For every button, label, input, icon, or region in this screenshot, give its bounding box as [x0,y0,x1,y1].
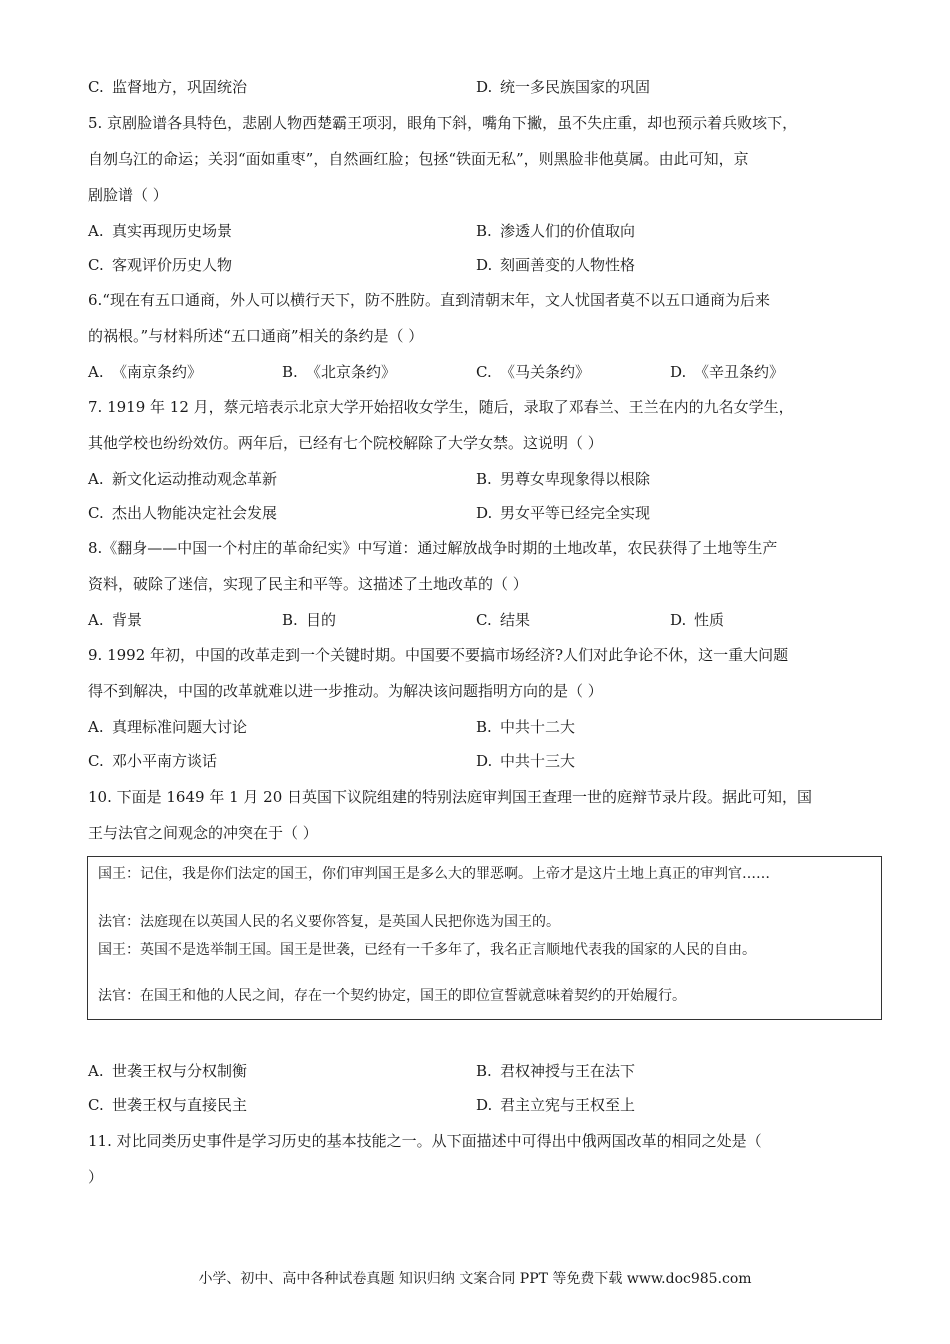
q5-option-a: A. 真实再现历史场景 [88,222,233,240]
q5-option-d: D. 刻画善变的人物性格 [476,256,636,274]
q8-option-b: B. 目的 [282,611,337,629]
q6-stem-line: 6.“现在有五口通商，外人可以横行天下，防不胜防。直到清朝末年，文人忧国者莫不以五口通商为后来 [88,291,770,309]
page-footer: 小学、初中、高中各种试卷真题 知识归纳 文案合同 PPT 等免费下载 www.doc985.com [198,1271,752,1287]
q9-stem-line: 得不到解决，中国的改革就难以进一步推动。为解决该问题指明方向的是（ ） [88,682,603,700]
q11-stem-line: ） [88,1168,104,1186]
q7-option-c: C. 杰出人物能决定社会发展 [88,504,278,522]
q6-option-d: D. 《辛丑条约》 [670,363,785,381]
q8-option-a: A. 背景 [88,611,143,629]
q8-stem-line: 资料，破除了迷信，实现了民主和平等。这描述了土地改革的（ ） [88,575,528,593]
q8-option-c: C. 结果 [476,611,531,629]
q10-option-b: B. 君权神授与王在法下 [476,1062,636,1080]
q10-option-d: D. 君主立宪与王权至上 [476,1096,636,1114]
q9-option-d: D. 中共十三大 [476,752,576,770]
q7-stem-line: 其他学校也纷纷效仿。两年后，已经有七个院校解除了大学女禁。这说明（ ） [88,434,603,452]
q4-option-d: D. 统一多民族国家的巩固 [476,78,651,96]
q9-option-b: B. 中共十二大 [476,718,576,736]
q9-option-c: C. 邓小平南方谈话 [88,752,218,770]
q10-option-c: C. 世袭王权与直接民主 [88,1096,248,1114]
q6-option-c: C. 《马关条约》 [476,363,591,381]
q6-option-a: A. 《南京条约》 [88,363,203,381]
q10-dialogue-line: 国王：英国不是选举制王国。国王是世袭，已经有一千多年了，我名正言顺地代表我的国家的人民的自由。 [98,942,756,958]
q8-stem-line: 8.《翻身——中国一个村庄的革命纪实》中写道：通过解放战争时期的土地改革，农民获得了土地等生产 [88,539,778,557]
q5-stem-line: 5. 京剧脸谱各具特色，悲剧人物西楚霸王项羽，眼角下斜，嘴角下撇，虽不失庄重，却也预示着兵败垓下， [88,114,798,132]
q10-stem-line: 10. 下面是 1649 年 1 月 20 日英国下议院组建的特别法庭审判国王查理一世的庭辩节录片段。据此可知，国 [88,788,813,806]
q5-stem-line: 剧脸谱（ ） [88,186,168,204]
q6-stem-line: 的祸根。”与材料所述“五口通商”相关的条约是（ ） [88,327,424,345]
q5-option-c: C. 客观评价历史人物 [88,256,233,274]
q10-dialogue-line: 国王：记住，我是你们法定的国王，你们审判国王是多么大的罪恶啊。上帝才是这片土地上真正的审判官…… [98,866,770,882]
q5-option-b: B. 渗透人们的价值取向 [476,222,636,240]
q10-option-a: A. 世袭王权与分权制衡 [88,1062,248,1080]
q7-option-a: A. 新文化运动推动观念革新 [88,470,278,488]
q7-option-d: D. 男女平等已经完全实现 [476,504,651,522]
q9-option-a: A. 真理标准问题大讨论 [88,718,248,736]
q8-option-d: D. 性质 [670,611,725,629]
q6-option-b: B. 《北京条约》 [282,363,397,381]
q9-stem-line: 9. 1992 年初，中国的改革走到一个关键时期。中国要不要搞市场经济?人们对此争论不休，这一重大问题 [88,646,789,664]
q4-option-c: C. 监督地方，巩固统治 [88,78,248,96]
q10-dialogue-line: 法官：法庭现在以英国人民的名义要你答复，是英国人民把你选为国王的。 [98,914,560,930]
q7-option-b: B. 男尊女卑现象得以根除 [476,470,651,488]
q11-stem-line: 11. 对比同类历史事件是学习历史的基本技能之一。从下面描述中可得出中俄两国改革的相同之处是（ [88,1132,762,1150]
q10-dialogue-line: 法官：在国王和他的人民之间，存在一个契约协定，国王的即位宣誓就意味着契约的开始履行。 [98,988,686,1004]
q10-stem-line: 王与法官之间观念的冲突在于（ ） [88,824,318,842]
q10-material-box [87,856,882,1020]
q5-stem-line: 自刎乌江的命运；关羽“面如重枣”，自然画红脸；包拯“铁面无私”，则黑脸非他莫属。由此可知，京 [88,150,749,168]
q7-stem-line: 7. 1919 年 12 月，蔡元培表示北京大学开始招收女学生，随后，录取了邓春兰、王兰在内的九名女学生， [88,398,794,416]
